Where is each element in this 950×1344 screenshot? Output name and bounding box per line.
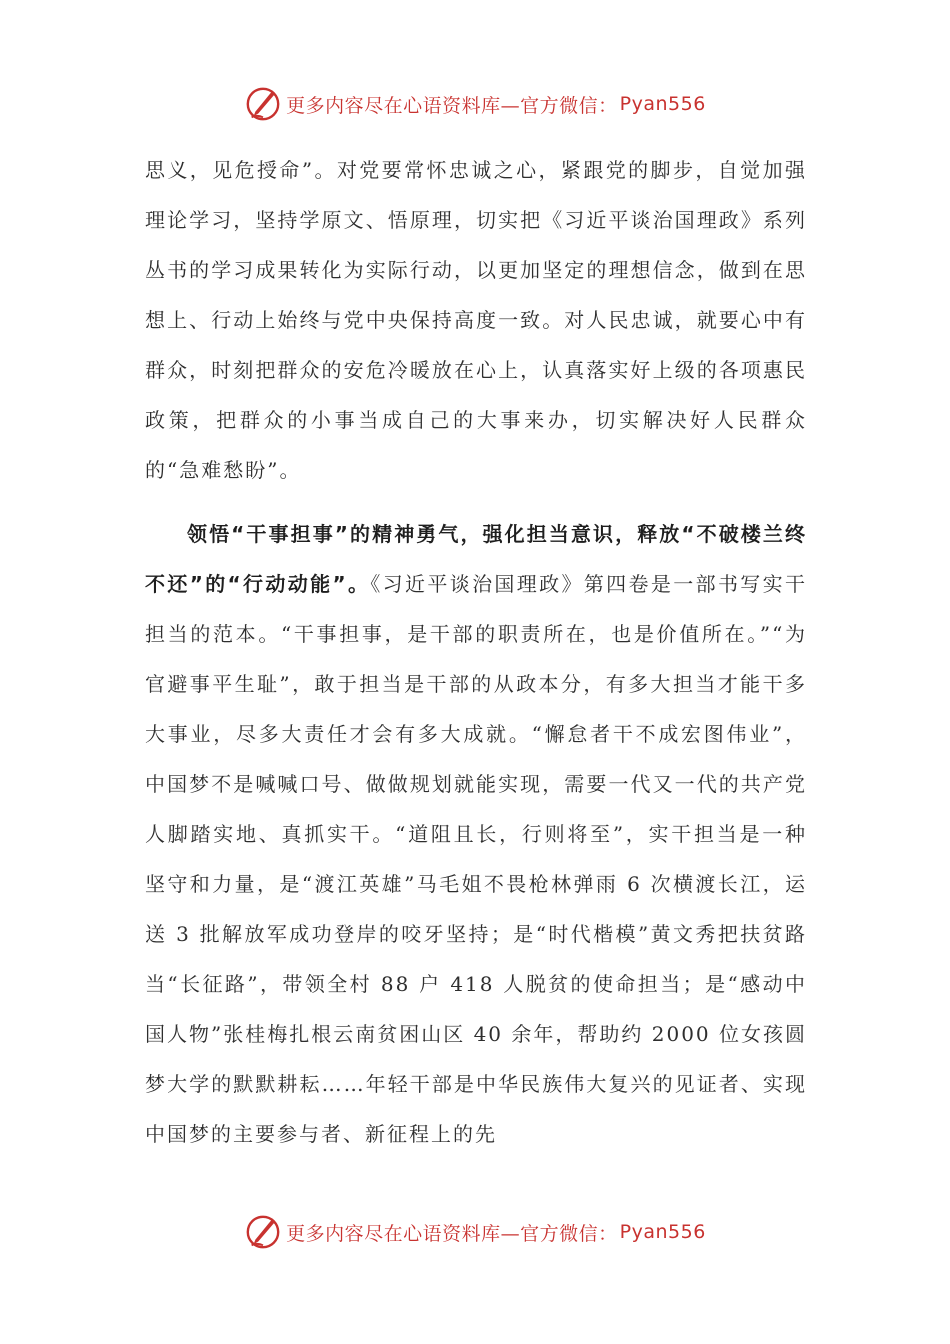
- footer-wechat-id: Pyan556: [619, 1221, 706, 1243]
- paragraph-2: [145, 509, 807, 1159]
- footer-text: 更多内容尽在心语资料库—官方微信：: [286, 1222, 618, 1245]
- quill-logo-icon: [244, 1213, 282, 1251]
- paragraph-1: 思义，见危授命”。对党要常怀忠诚之心，紧跟党的脚步，自觉加强理论学习，坚持学原文、悟原理，切实把《习近平谈治国理政》系列丛书的学习成果转化为实际行动，以更加坚定的理想信念，做到在思想上、行动上始终与党中央保持高度一致。对人民忠诚，就要心中有群众，时刻把群众的安危冷暖放在心上，认真落实好上级的各项惠民政策，把群众的小事当成自己的大事来办，切实解决好人民群众的“急难愁盼”。: [145, 158, 807, 482]
- quill-logo-icon: [244, 85, 282, 123]
- header-watermark: [0, 84, 950, 124]
- document-body: [145, 145, 807, 1159]
- paragraph-2-text: 《习近平谈治国理政》第四卷是一部书写实干担当的范本。“干事担事，是干部的职责所在，也是价值所在。”“为官避事平生耻”，敢于担当是干部的从政本分，有多大担当才能干多大事业，尽多大责任才会有多大成就。“懈怠者干不成宏图伟业”，中国梦不是喊喊口号、做做规划就能实现，需要一代又一代的共产党人脚踏实地、真抓实干。“道阻且长，行则将至”，实干担当是一种坚守和力量，是“渡江英雄”马毛姐不畏枪林弹雨 6 次横渡长江，运送 3 批解放军成功登岸的咬牙坚持；是“时代楷模”黄文秀把扶贫路当“长征路”，带领全村 88 户 418 人脱贫的使命担当；是“感动中国人物”张桂梅扎根云南贫困山区 40 余年，帮助约 2000 位女孩圆梦大学的默默耕耘……年轻干部是中华民族伟大复兴的见证者、实现中国梦的主要参与者、新征程上的先: [145, 572, 808, 1146]
- header-text: 更多内容尽在心语资料库—官方微信：: [286, 94, 618, 117]
- paragraph-2-heading: 领悟“干事担事”的精神勇气，强化担当意识，释放“不破楼兰终不还”的“行动动能”。: [145, 522, 807, 596]
- header-wechat-id: Pyan556: [619, 93, 706, 115]
- footer-watermark: [0, 1212, 950, 1252]
